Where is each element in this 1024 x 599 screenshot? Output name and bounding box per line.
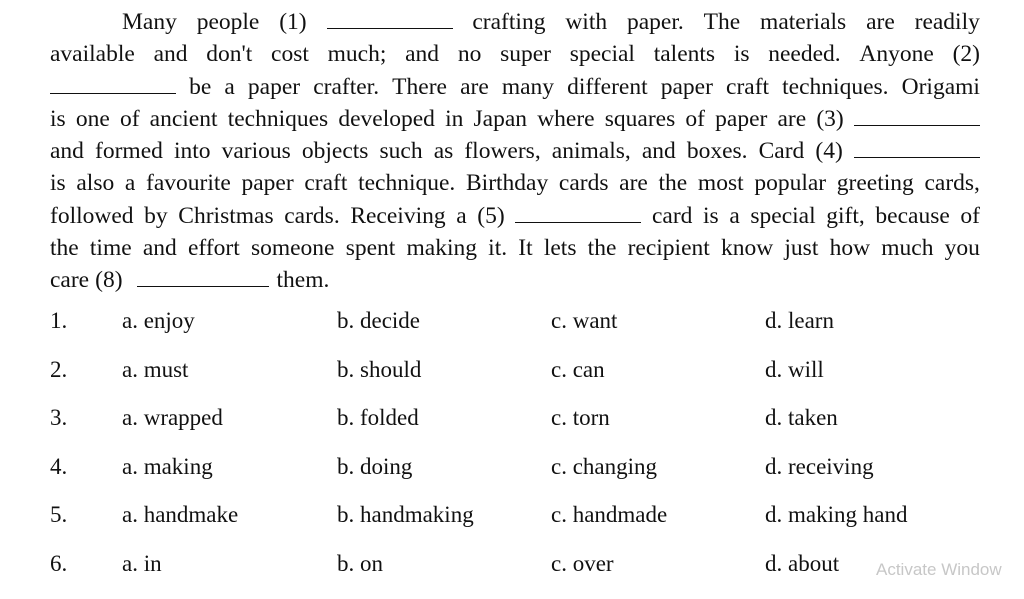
passage-word: Birthday xyxy=(466,167,548,199)
option-c[interactable]: c. changing xyxy=(551,454,657,480)
answer-blank[interactable] xyxy=(515,202,641,223)
passage-word: you xyxy=(945,232,980,264)
passage-word: Japan xyxy=(474,103,528,135)
option-d[interactable]: d. about xyxy=(765,551,839,577)
option-c[interactable]: c. want xyxy=(551,308,617,334)
passage-word: Anyone xyxy=(859,38,933,70)
passage-word: The xyxy=(704,6,741,38)
question-number: 1. xyxy=(50,308,67,334)
passage-word: Origami xyxy=(902,71,980,103)
passage-word: boxes. xyxy=(687,135,748,167)
option-b[interactable]: b. handmaking xyxy=(337,502,474,528)
passage-word: animals, xyxy=(552,135,631,167)
passage-line xyxy=(50,103,980,135)
passage-word: are xyxy=(619,167,648,199)
passage-word: such xyxy=(380,135,423,167)
passage-word: squares xyxy=(605,103,675,135)
passage-word: (5) xyxy=(477,200,504,232)
passage-word: ancient xyxy=(150,103,218,135)
passage-word: card xyxy=(652,200,692,232)
passage-word: don't xyxy=(206,38,252,70)
passage-word: super xyxy=(500,38,551,70)
option-d[interactable]: d. learn xyxy=(765,308,834,334)
passage xyxy=(50,6,980,297)
option-c[interactable]: c. over xyxy=(551,551,614,577)
passage-word: it. xyxy=(488,232,507,264)
passage-word: (8) xyxy=(95,264,122,296)
passage-word: techniques xyxy=(228,103,329,135)
passage-word: readily xyxy=(915,6,980,38)
passage-word: effort xyxy=(188,232,240,264)
passage-line xyxy=(50,200,980,232)
passage-word: followed xyxy=(50,200,134,232)
passage-word: It xyxy=(518,232,532,264)
question-number: 2. xyxy=(50,357,67,383)
passage-line xyxy=(50,264,980,296)
question-number: 5. xyxy=(50,502,67,528)
passage-word: by xyxy=(144,200,168,232)
activate-windows-watermark: Activate Window xyxy=(876,560,1002,580)
question-row xyxy=(0,502,1024,551)
passage-word: Receiving xyxy=(350,200,445,232)
passage-word: because xyxy=(875,200,949,232)
passage-word: There xyxy=(392,71,447,103)
question-number: 4. xyxy=(50,454,67,480)
passage-word: needed. xyxy=(768,38,840,70)
passage-word: available xyxy=(50,38,135,70)
option-c[interactable]: c. handmade xyxy=(551,502,667,528)
passage-word: paper xyxy=(715,103,767,135)
answer-blank[interactable] xyxy=(854,105,980,126)
passage-word: and xyxy=(50,135,84,167)
question-row xyxy=(0,454,1024,503)
answer-blank[interactable] xyxy=(854,137,980,158)
passage-word: Card xyxy=(759,135,805,167)
passage-word: someone xyxy=(251,232,335,264)
passage-word: how xyxy=(830,232,870,264)
question-row xyxy=(0,357,1024,406)
option-a[interactable]: a. must xyxy=(122,357,188,383)
passage-line xyxy=(50,71,980,103)
option-b[interactable]: b. should xyxy=(337,357,421,383)
passage-word: Christmas xyxy=(178,200,273,232)
option-b[interactable]: b. decide xyxy=(337,308,420,334)
passage-word: into xyxy=(174,135,211,167)
passage-word: cost xyxy=(271,38,309,70)
passage-word: is xyxy=(50,167,66,199)
passage-word: is xyxy=(50,103,66,135)
passage-word: a xyxy=(729,200,739,232)
passage-word: is xyxy=(703,200,719,232)
option-a[interactable]: a. wrapped xyxy=(122,405,223,431)
passage-word: are xyxy=(460,71,489,103)
option-c[interactable]: c. torn xyxy=(551,405,610,431)
passage-word: spent xyxy=(346,232,396,264)
passage-word: (2) xyxy=(953,38,980,70)
passage-word: talents xyxy=(654,38,715,70)
passage-line xyxy=(50,38,980,70)
passage-word: different xyxy=(567,71,647,103)
passage-word: a xyxy=(125,167,135,199)
passage-word: and xyxy=(405,38,439,70)
passage-word: paper. xyxy=(627,6,684,38)
passage-word: cards. xyxy=(284,200,339,232)
option-d[interactable]: d. receiving xyxy=(765,454,874,480)
passage-line xyxy=(50,232,980,264)
passage-word: much; xyxy=(328,38,387,70)
answer-blank[interactable] xyxy=(327,8,453,29)
passage-word: know xyxy=(721,232,773,264)
passage-word: are xyxy=(777,103,806,135)
option-a[interactable]: a. enjoy xyxy=(122,308,195,334)
passage-word: special xyxy=(570,38,635,70)
passage-word: lets xyxy=(544,232,577,264)
passage-word: craft xyxy=(726,71,769,103)
option-d[interactable]: d. taken xyxy=(765,405,838,431)
option-b[interactable]: b. on xyxy=(337,551,383,577)
passage-word: objects xyxy=(302,135,369,167)
passage-word: gift, xyxy=(826,200,865,232)
passage-word: many xyxy=(502,71,554,103)
option-c[interactable]: c. can xyxy=(551,357,605,383)
passage-word: techniques. xyxy=(782,71,888,103)
passage-word: and xyxy=(154,38,188,70)
passage-word: are xyxy=(866,6,895,38)
passage-word: various xyxy=(222,135,291,167)
passage-word: a xyxy=(456,200,466,232)
passage-word: flowers, xyxy=(464,135,540,167)
passage-word: also xyxy=(76,167,114,199)
passage-word: favourite xyxy=(146,167,231,199)
option-b[interactable]: b. folded xyxy=(337,405,419,431)
passage-word: technique. xyxy=(358,167,455,199)
passage-word: with xyxy=(565,6,607,38)
passage-word: and xyxy=(642,135,676,167)
passage-word: popular xyxy=(754,167,826,199)
passage-line xyxy=(50,6,980,38)
passage-word: in xyxy=(445,103,463,135)
passage-word: the xyxy=(50,232,79,264)
passage-word: the xyxy=(588,232,617,264)
passage-word: paper xyxy=(248,71,300,103)
passage-word: one xyxy=(76,103,110,135)
answer-options xyxy=(0,308,1024,599)
passage-word: a xyxy=(224,71,234,103)
passage-word: crafting xyxy=(472,6,545,38)
passage-word: much xyxy=(881,232,933,264)
passage-word: is xyxy=(734,38,750,70)
passage-word: (4) xyxy=(815,135,842,167)
passage-word: (3) xyxy=(816,103,843,135)
passage-word: making xyxy=(406,232,477,264)
passage-word: where xyxy=(537,103,594,135)
passage-word: formed xyxy=(95,135,163,167)
passage-word: developed xyxy=(338,103,435,135)
passage-word: be xyxy=(189,71,211,103)
option-a[interactable]: a. making xyxy=(122,454,213,480)
question-row xyxy=(0,308,1024,357)
option-b[interactable]: b. doing xyxy=(337,454,412,480)
passage-word: greeting xyxy=(837,167,914,199)
option-a[interactable]: a. handmake xyxy=(122,502,238,528)
question-number: 3. xyxy=(50,405,67,431)
option-d[interactable]: d. will xyxy=(765,357,824,383)
passage-word: materials xyxy=(760,6,846,38)
passage-word: paper xyxy=(242,167,294,199)
question-row xyxy=(0,551,1024,599)
passage-word: special xyxy=(750,200,815,232)
passage-word: time xyxy=(90,232,132,264)
passage-word: paper xyxy=(661,71,713,103)
passage-word: Many xyxy=(122,6,177,38)
question-number: 6. xyxy=(50,551,67,577)
answer-blank[interactable] xyxy=(137,266,269,287)
passage-line xyxy=(50,167,980,199)
passage-word: care xyxy=(50,264,89,296)
passage-word: as xyxy=(434,135,454,167)
passage-word: the xyxy=(659,167,688,199)
question-row xyxy=(0,405,1024,454)
answer-blank[interactable] xyxy=(50,73,176,94)
passage-word: of xyxy=(120,103,140,135)
passage-word: them. xyxy=(277,264,330,296)
passage-word: and xyxy=(143,232,177,264)
passage-word: most xyxy=(698,167,744,199)
option-d[interactable]: d. making hand xyxy=(765,502,907,528)
passage-line xyxy=(50,135,980,167)
passage-word: crafter. xyxy=(313,71,379,103)
passage-word: cards xyxy=(559,167,609,199)
passage-word: people xyxy=(197,6,260,38)
option-a[interactable]: a. in xyxy=(122,551,162,577)
passage-word: just xyxy=(784,232,818,264)
passage-word: of xyxy=(685,103,705,135)
passage-word: no xyxy=(458,38,482,70)
passage-word: (1) xyxy=(279,6,306,38)
passage-word: of xyxy=(960,200,980,232)
passage-word: recipient xyxy=(628,232,710,264)
passage-word: craft xyxy=(304,167,347,199)
passage-word: cards, xyxy=(924,167,979,199)
